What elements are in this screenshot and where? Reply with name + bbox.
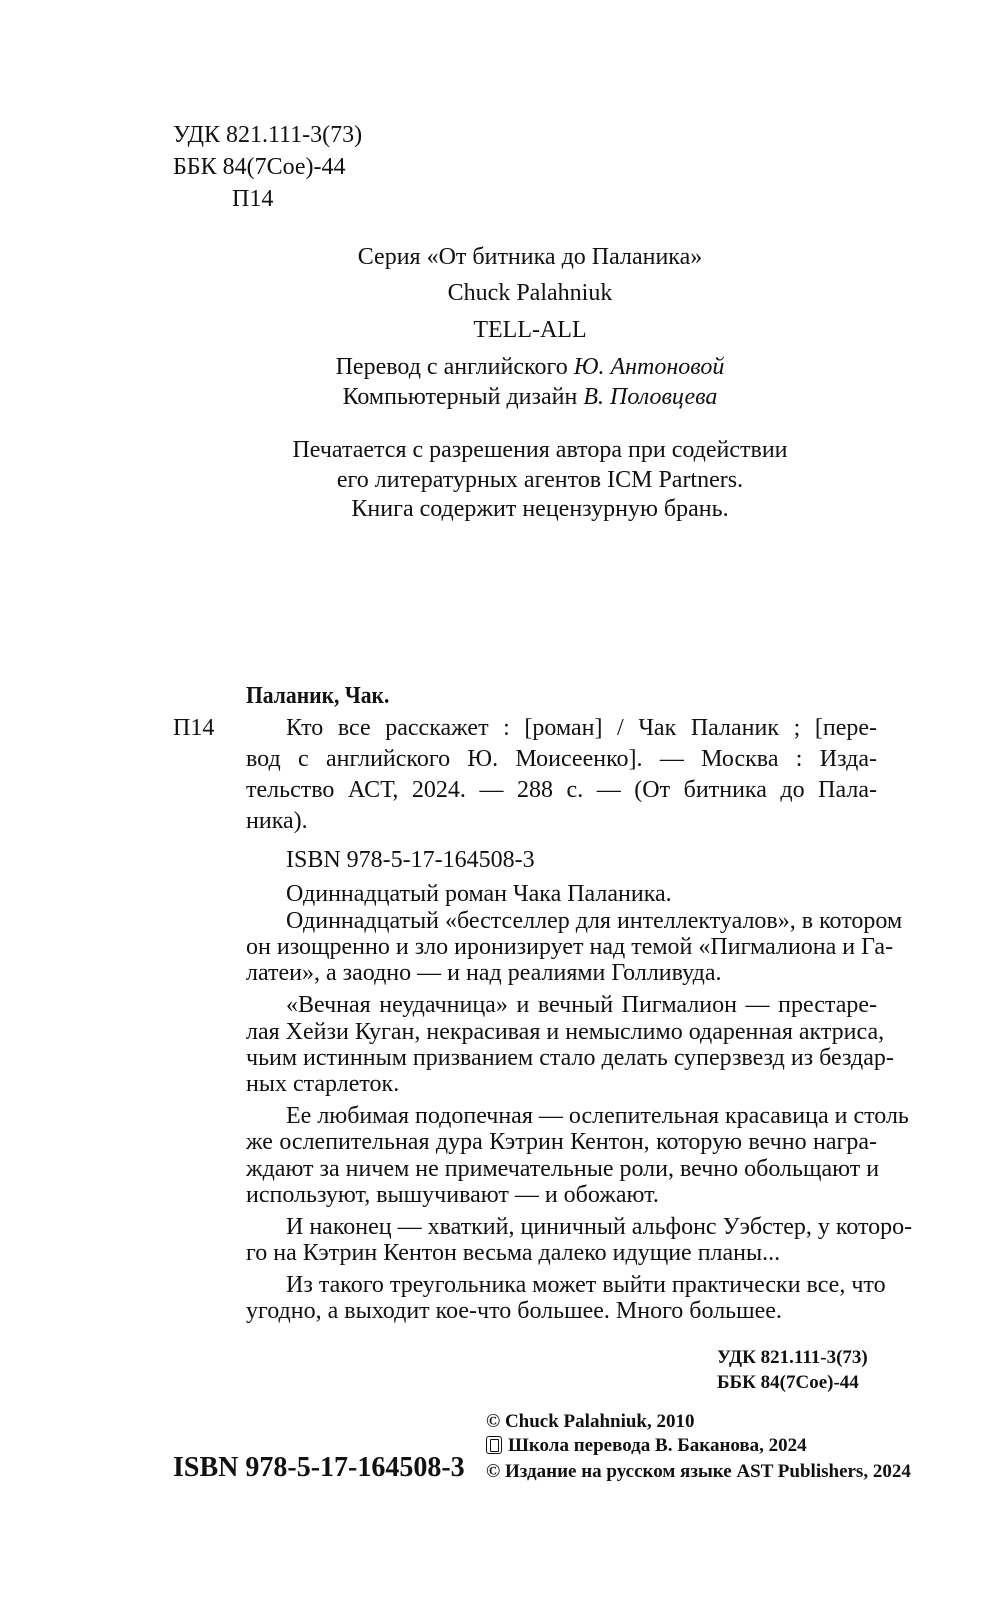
notice-line: Печатается с разрешения автора при содействии	[292, 437, 788, 463]
copyright-icon: ©	[486, 1411, 501, 1432]
designer-credit	[0, 385, 1000, 409]
annotation-line: Из такого треугольника может выйти практически все, что	[286, 1272, 886, 1298]
annotation-line: латеи», а заодно — и над реалиями Голливуда.	[246, 960, 722, 986]
catalog-description-line: тельство АСТ, 2024. — 288 с. — (От битника до Пала-	[246, 777, 877, 803]
catalog-author-heading: Паланик, Чак.	[246, 683, 390, 709]
catalog-isbn: ISBN 978-5-17-164508-3	[286, 847, 535, 873]
copyright-icon: ©	[486, 1461, 501, 1482]
bbk-code: ББК 84(7Сое)-44	[173, 154, 346, 180]
annotation-line: он изощренно и зло иронизирует над темой «Пигмалиона и Га-	[246, 934, 894, 960]
annotation-line: используют, вышучивают — и обожают.	[246, 1182, 659, 1208]
udk-code: УДК 821.111-3(73)	[173, 122, 363, 148]
annotation-line: ждают за ничем не примечательные роли, вечно обольщают и	[246, 1156, 880, 1182]
annotation-line: угодно, а выходит кое-что большее. Много большее.	[246, 1298, 782, 1324]
notice-line: Книга содержит нецензурную брань.	[351, 496, 729, 522]
translator-name: Ю. Антоновой	[573, 354, 725, 380]
annotation-line: И наконец — хваткий, циничный альфонс Уэбстер, у которо-	[286, 1214, 913, 1240]
annotation-line: лая Хейзи Куган, некрасивая и немыслимо одаренная актриса,	[246, 1019, 885, 1045]
copyright-text: Школа перевода В. Баканова, 2024	[508, 1435, 807, 1456]
translation-school-logo-icon	[486, 1436, 502, 1454]
translator-credit	[0, 355, 1000, 379]
annotation-line: Одиннадцатый «бестселлер для интеллектуалов», в котором	[286, 908, 903, 934]
footer-isbn: ISBN 978-5-17-164508-3	[173, 1452, 465, 1483]
copyright-text: Chuck Palahniuk, 2010	[504, 1411, 695, 1432]
catalog-description-line: вод с английского Ю. Моисеенко]. — Москва : Изда-	[246, 746, 877, 772]
footer-udk-code: УДК 821.111-3(73)	[717, 1347, 868, 1368]
original-title: TELL-ALL	[473, 317, 587, 343]
annotation-line: чьим истинным призванием стало делать суперзвезд из бездар-	[246, 1045, 894, 1071]
annotation-line: Одиннадцатый роман Чака Паланика.	[286, 881, 672, 907]
annotation-line: Ее любимая подопечная — ослепительная красавица и столь	[286, 1103, 909, 1129]
author-mark: П14	[232, 186, 274, 212]
catalog-description-line: Кто все расскажет : [роман] / Чак Паланик ; [пере-	[286, 715, 877, 741]
designer-label: Компьютерный дизайн	[342, 384, 578, 410]
copyright-line	[486, 1462, 911, 1481]
series-title: Серия «От битника до Паланика»	[357, 244, 703, 270]
translator-label: Перевод с английского	[335, 354, 568, 380]
catalog-description-line: ника).	[246, 808, 308, 834]
annotation-line: ных старлеток.	[246, 1071, 400, 1097]
catalog-author-mark: П14	[173, 715, 215, 741]
original-author: Chuck Palahniuk	[447, 280, 613, 306]
annotation-line: же ослепительная дура Кэтрин Кентон, которую вечно награ-	[246, 1129, 877, 1155]
copyright-line	[486, 1436, 807, 1455]
footer-bbk-code: ББК 84(7Сое)-44	[717, 1372, 859, 1393]
copyright-line	[486, 1412, 695, 1431]
annotation-line: «Вечная неудачница» и вечный Пигмалион — престаре-	[286, 992, 877, 1018]
designer-name: В. Половцева	[583, 384, 718, 410]
annotation-line: го на Кэтрин Кентон весьма далеко идущие планы...	[246, 1240, 781, 1266]
copyright-text: Издание на русском языке AST Publishers, 2024	[504, 1461, 911, 1482]
notice-line: его литературных агентов ICM Partners.	[336, 467, 744, 493]
